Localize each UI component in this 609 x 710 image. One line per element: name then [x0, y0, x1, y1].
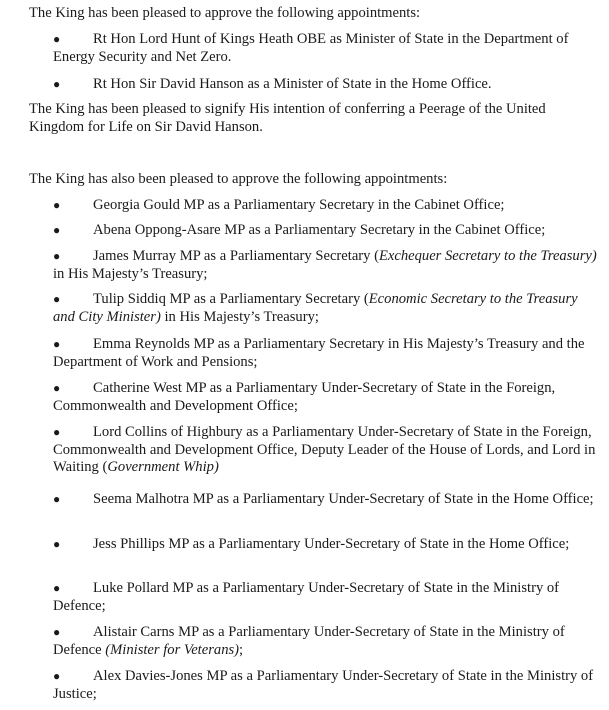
list-item-text: Alistair Carns MP as a Parliamentary Under-Secretary of State in the Ministry of Defence: [53, 624, 565, 658]
intro-paragraph-1: The King has been pleased to approve the following appointments:: [29, 5, 421, 21]
bullet-icon: ●: [53, 32, 61, 46]
bullet-icon: ●: [53, 223, 61, 237]
list-item: [53, 291, 603, 326]
list-item-text: Jess Phillips MP as a Parliamentary Under-Secretary of State in the Home Office;: [93, 536, 570, 552]
list-item-text: James Murray MP as a Parliamentary Secretary (: [93, 248, 379, 264]
list-item: [53, 624, 603, 659]
list-item-text: Catherine West MP as a Parliamentary Under-Secretary of State in the Foreign, Commonwealth and Development Office;: [53, 380, 556, 414]
bullet-icon: ●: [53, 198, 61, 212]
list-item-text: in His Majesty’s Treasury;: [160, 308, 319, 325]
list-item: [53, 536, 603, 554]
list-item: [53, 580, 603, 615]
list-item: [53, 222, 603, 240]
list-item-italic-text: (Minister for Veterans): [105, 641, 240, 658]
bullet-icon: ●: [53, 77, 61, 91]
intro-paragraph-2: The King has also been pleased to approve the following appointments:: [29, 171, 448, 187]
bullet-icon: ●: [53, 625, 61, 639]
list-item: [53, 424, 603, 477]
list-item-text: Lord Collins of Highbury as a Parliamentary Under-Secretary of State in the Foreign, Commonwealth and Development Office, Deputy Leader of the House of Lords, and Lord in Waiting (: [53, 424, 596, 475]
list-item-italic-text: Government Whip): [107, 459, 219, 475]
list-item-italic-text: Economic Secretary to the Treasury and City Minister): [53, 291, 578, 325]
list-item: [53, 380, 603, 415]
bullet-icon: ●: [53, 581, 61, 595]
bullet-icon: ●: [53, 669, 61, 683]
list-item-text: Rt Hon Sir David Hanson as a Minister of State in the Home Office.: [93, 76, 492, 92]
list-item-text: Seema Malhotra MP as a Parliamentary Under-Secretary of State in the Home Office;: [93, 491, 594, 507]
bullet-icon: ●: [53, 381, 61, 395]
bullet-icon: ●: [53, 337, 61, 351]
bullet-icon: ●: [53, 249, 61, 263]
list-item: [53, 668, 603, 703]
list-item-text: Alex Davies-Jones MP as a Parliamentary Under-Secretary of State in the Ministry of Justice;: [53, 668, 594, 702]
peerage-paragraph: The King has been pleased to signify His intention of conferring a Peerage of the United Kingdom for Life on Sir David Hanson.: [29, 101, 546, 135]
list-item-text: ;: [239, 641, 244, 658]
list-item: [53, 197, 603, 215]
list-item-text: Luke Pollard MP as a Parliamentary Under-Secretary of State in the Ministry of Defence;: [53, 580, 560, 614]
bullet-icon: ●: [53, 292, 61, 306]
list-item-text: Emma Reynolds MP as a Parliamentary Secretary in His Majesty’s Treasury and the Department of Work and Pensions;: [53, 336, 585, 370]
list-item: [53, 336, 603, 371]
list-item-text: Georgia Gould MP as a Parliamentary Secretary in the Cabinet Office;: [93, 197, 505, 213]
list-item-italic-text: Exchequer Secretary to the Treasury): [378, 248, 597, 264]
list-item-text: Abena Oppong-Asare MP as a Parliamentary Secretary in the Cabinet Office;: [93, 222, 546, 238]
bullet-icon: ●: [53, 425, 61, 439]
list-item: [53, 31, 573, 66]
list-item-text: in His Majesty’s Treasury;: [53, 265, 208, 282]
list-item-text: Tulip Siddiq MP as a Parliamentary Secretary (: [93, 291, 369, 307]
bullet-icon: ●: [53, 492, 61, 506]
list-item: [53, 248, 603, 283]
bullet-icon: ●: [53, 537, 61, 551]
list-item: [53, 76, 603, 94]
list-item: [53, 491, 603, 509]
list-item-text: Rt Hon Lord Hunt of Kings Heath OBE as Minister of State in the Department of Energy Security and Net Zero.: [53, 31, 569, 65]
